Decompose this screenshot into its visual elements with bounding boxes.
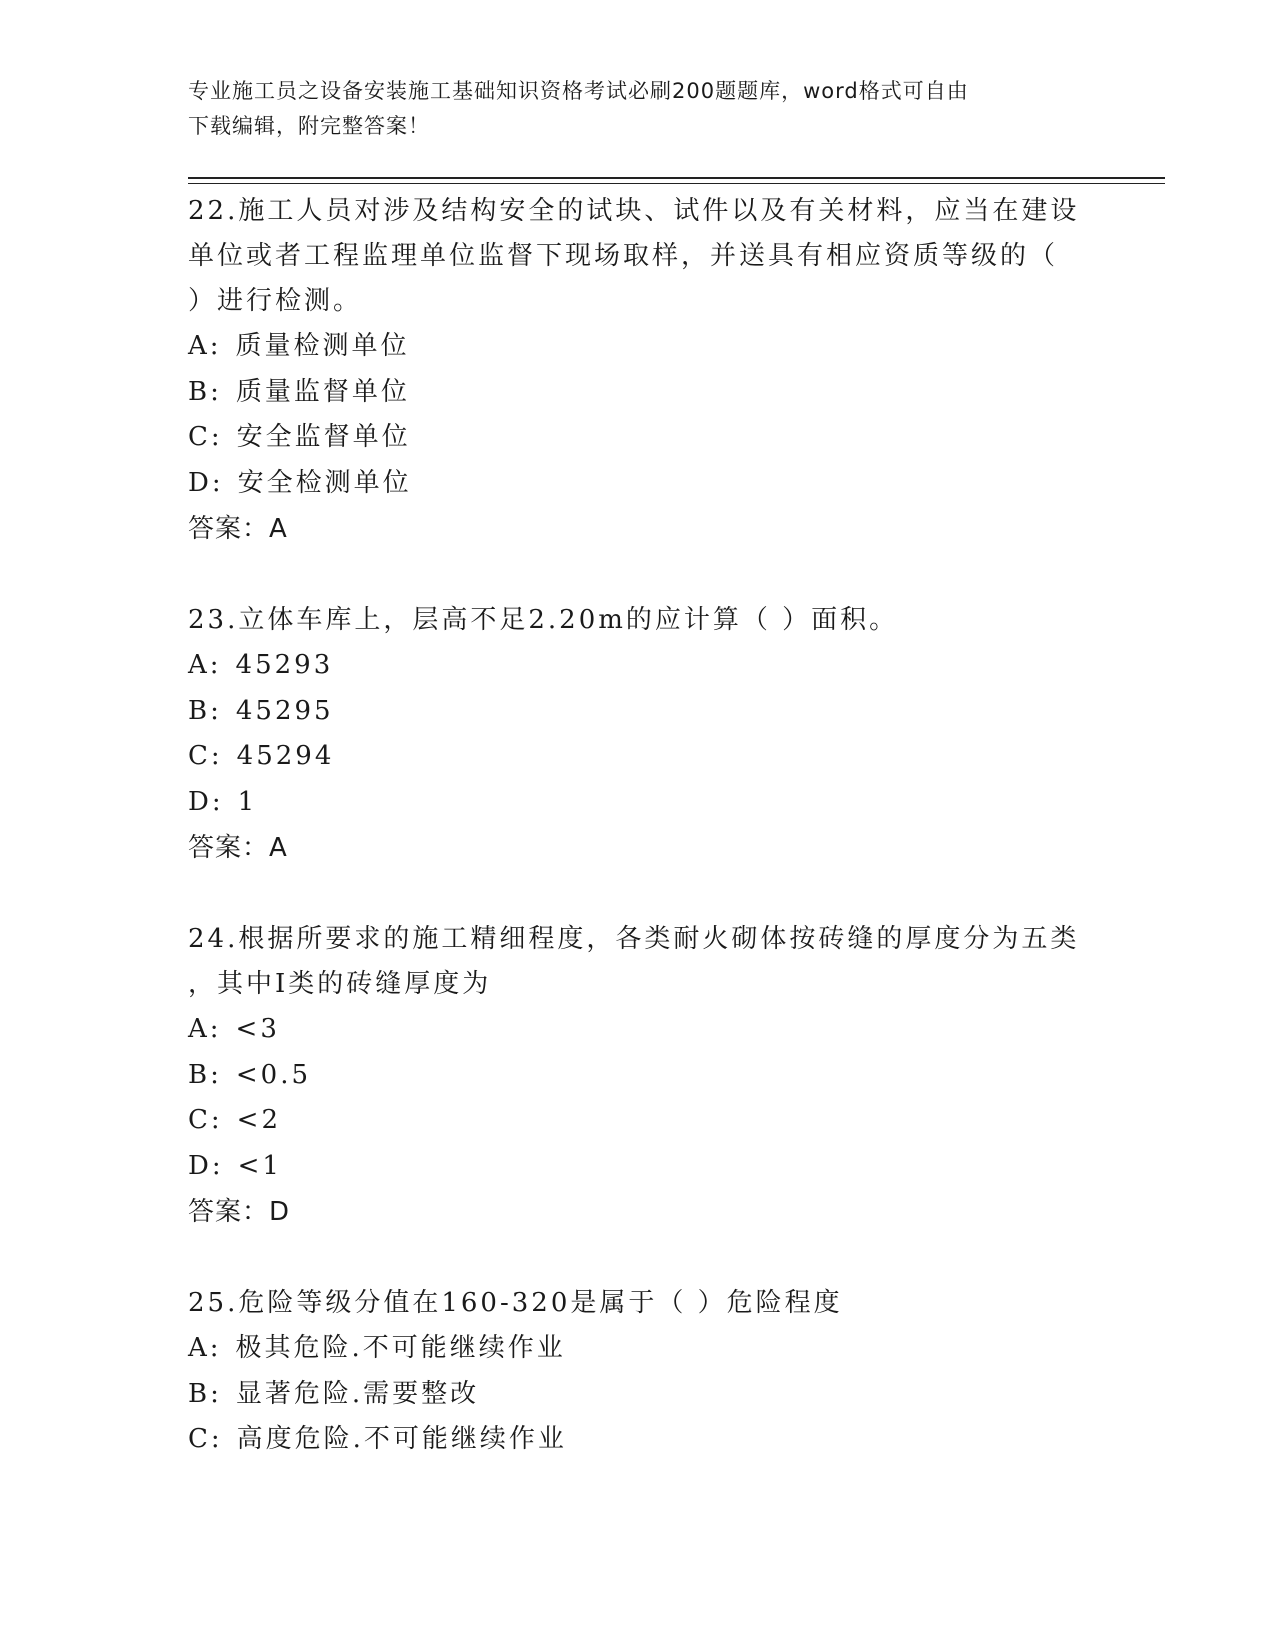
- question-stem: [188, 1281, 1088, 1326]
- option-letter: C:: [188, 1105, 223, 1135]
- question-23: [188, 598, 1088, 871]
- option-text: <2: [236, 1105, 281, 1135]
- header-line-2: 下载编辑，附完整答案！: [188, 114, 430, 138]
- stem-line: 24.根据所要求的施工精细程度，各类耐火砌体按砖缝的厚度分为五类: [188, 924, 1080, 954]
- option-d: [188, 461, 1088, 507]
- option-a: [188, 1007, 1088, 1053]
- stem-line: 25.危险等级分值在160-320是属于（ ）危险程度: [188, 1288, 843, 1318]
- option-letter: A:: [188, 650, 222, 680]
- option-letter: C:: [188, 422, 223, 452]
- option-letter: A:: [188, 1333, 222, 1363]
- option-letter: D:: [188, 1150, 224, 1181]
- option-text: 显著危险.需要整改: [235, 1378, 480, 1409]
- question-stem: [188, 189, 1088, 324]
- option-letter: C:: [188, 741, 223, 771]
- stem-line: ，其中Ⅰ类的砖缝厚度为: [188, 969, 492, 999]
- option-b: [188, 370, 1088, 416]
- option-letter: D:: [188, 786, 224, 817]
- option-b: [188, 1053, 1088, 1099]
- question-list: [188, 189, 1088, 1509]
- option-a: [188, 324, 1088, 370]
- option-letter: B:: [188, 376, 222, 407]
- option-text: 质量检测单位: [235, 331, 410, 361]
- option-letter: A:: [188, 1014, 222, 1044]
- option-b: [188, 689, 1088, 735]
- option-text: 安全检测单位: [237, 467, 412, 498]
- option-text: 质量监督单位: [235, 376, 410, 407]
- option-text: 45293: [235, 650, 334, 680]
- question-stem: [188, 917, 1088, 1007]
- header-divider-thick: [188, 177, 1165, 179]
- option-text: 安全监督单位: [236, 422, 411, 452]
- option-letter: B:: [188, 1378, 222, 1409]
- option-text: 45295: [235, 695, 334, 726]
- stem-line: ）进行检测。: [188, 286, 363, 316]
- answer-line: 答案：A: [188, 514, 288, 544]
- option-letter: B:: [188, 1059, 222, 1090]
- option-text: 极其危险.不可能继续作业: [235, 1333, 566, 1363]
- option-text: <0.5: [235, 1059, 312, 1090]
- document-header: [188, 74, 1078, 144]
- option-letter: D:: [188, 467, 224, 498]
- option-c: [188, 734, 1088, 780]
- option-text: <1: [237, 1150, 282, 1181]
- stem-line: 23.立体车库上，层高不足2.20m的应计算（ ）面积。: [188, 605, 899, 635]
- stem-line: 单位或者工程监理单位监督下现场取样，并送具有相应资质等级的（: [188, 241, 1059, 271]
- question-22: [188, 189, 1088, 552]
- option-text: 高度危险.不可能继续作业: [236, 1424, 567, 1454]
- answer-line: 答案：A: [188, 833, 288, 863]
- option-letter: C:: [188, 1424, 223, 1454]
- option-c: [188, 1098, 1088, 1144]
- option-a: [188, 1326, 1088, 1372]
- question-stem: [188, 598, 1088, 643]
- option-text: 1: [237, 786, 258, 817]
- question-24: [188, 917, 1088, 1235]
- header-line-1: 专业施工员之设备安装施工基础知识资格考试必刷200题题库，word格式可自由: [188, 79, 969, 103]
- option-c: [188, 415, 1088, 461]
- header-divider-thin: [188, 183, 1165, 184]
- option-text: 45294: [236, 741, 335, 771]
- stem-line: 22.施工人员对涉及结构安全的试块、试件以及有关材料，应当在建设: [188, 196, 1080, 226]
- option-c: [188, 1417, 1088, 1463]
- option-d: [188, 780, 1088, 826]
- option-a: [188, 643, 1088, 689]
- option-d: [188, 1144, 1088, 1190]
- answer-line: 答案：D: [188, 1197, 291, 1227]
- option-b: [188, 1372, 1088, 1418]
- option-text: <3: [235, 1014, 280, 1044]
- question-25: [188, 1281, 1088, 1463]
- option-letter: A:: [188, 331, 222, 361]
- option-letter: B:: [188, 695, 222, 726]
